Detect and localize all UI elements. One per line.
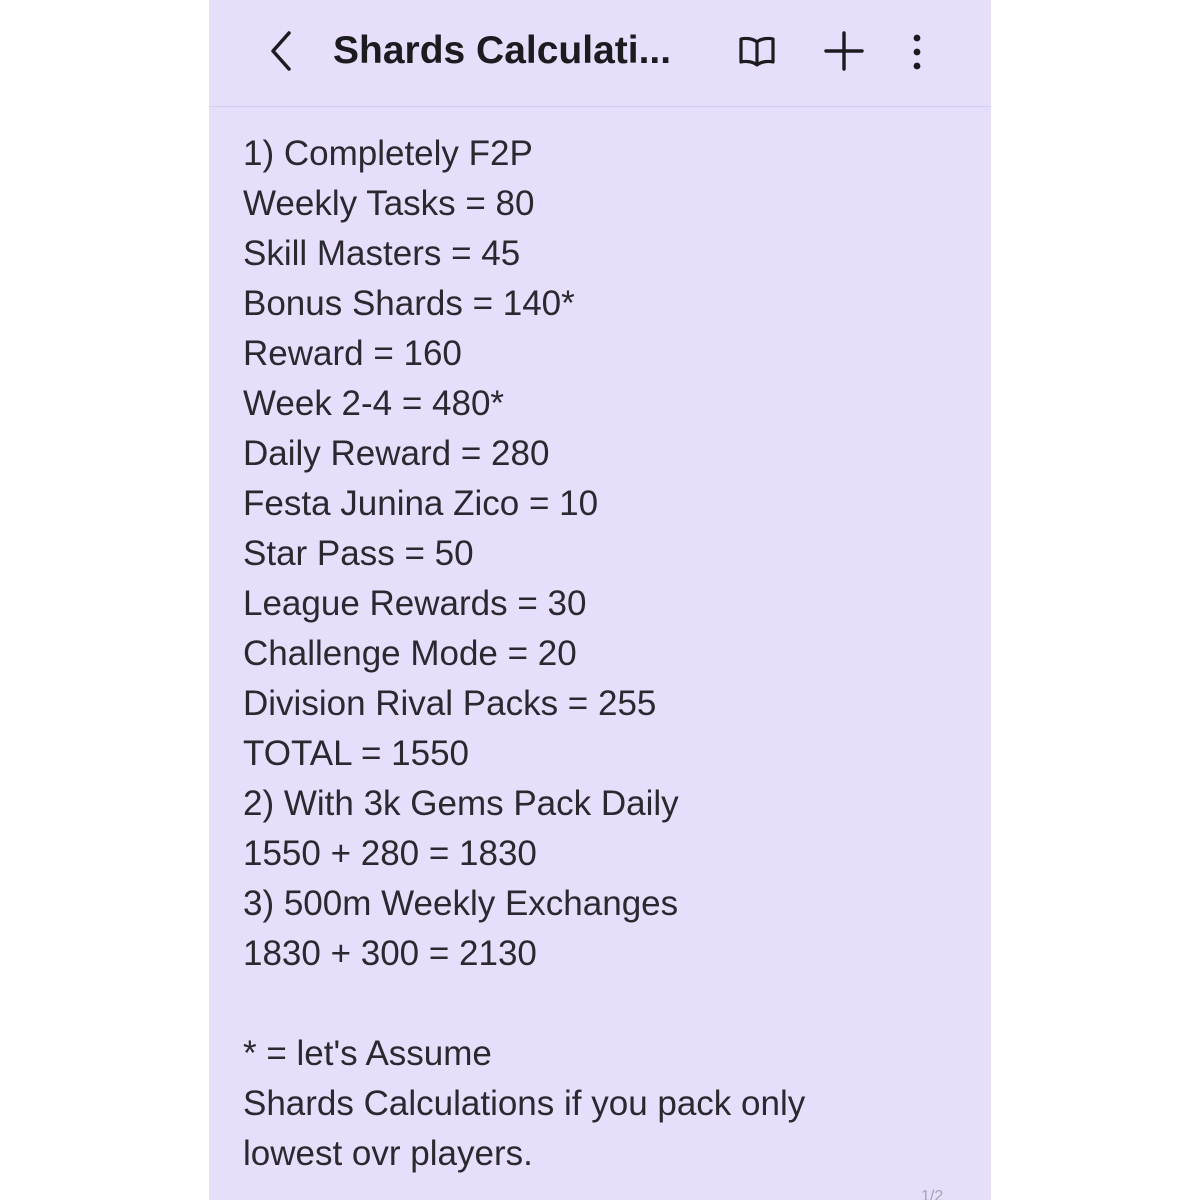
note-line: Festa Junina Zico = 10	[243, 484, 599, 523]
note-line: 1) Completely F2P	[243, 134, 533, 173]
book-icon	[737, 34, 777, 68]
note-line: Weekly Tasks = 80	[243, 184, 535, 223]
add-button[interactable]	[821, 28, 867, 74]
note-line: Daily Reward = 280	[243, 434, 550, 473]
note-line: Bonus Shards = 140*	[243, 284, 575, 323]
note-line: TOTAL = 1550	[243, 734, 470, 773]
app-bar	[209, 0, 991, 107]
note-line: Skill Masters = 45	[243, 234, 521, 273]
more-options-button[interactable]	[894, 28, 940, 74]
reading-mode-button[interactable]	[734, 28, 780, 74]
note-line: 3) 500m Weekly Exchanges	[243, 884, 679, 923]
note-line: 1550 + 280 = 1830	[243, 834, 537, 873]
back-button[interactable]	[259, 28, 305, 74]
note-line: 2) With 3k Gems Pack Daily	[243, 784, 679, 823]
note-line	[243, 979, 963, 1029]
note-line: Division Rival Packs = 255	[243, 684, 657, 723]
note-screen	[209, 0, 991, 1200]
note-line: Shards Calculations if you pack only	[243, 1084, 806, 1123]
plus-icon	[824, 31, 864, 71]
chevron-left-icon	[267, 28, 297, 74]
note-title: Shards Calculati...	[333, 29, 672, 72]
note-line: League Rewards = 30	[243, 584, 587, 623]
note-content[interactable]	[243, 129, 963, 1179]
note-line: Star Pass = 50	[243, 534, 474, 573]
note-line: Week 2-4 = 480*	[243, 384, 505, 423]
note-line: Reward = 160	[243, 334, 462, 373]
note-line: * = let's Assume	[243, 1034, 492, 1073]
note-line: 1830 + 300 = 2130	[243, 934, 537, 973]
note-line: Challenge Mode = 20	[243, 634, 577, 673]
page-indicator: 1/2	[921, 1188, 944, 1200]
note-line: lowest ovr players.	[243, 1134, 533, 1173]
more-vertical-icon	[910, 31, 924, 71]
